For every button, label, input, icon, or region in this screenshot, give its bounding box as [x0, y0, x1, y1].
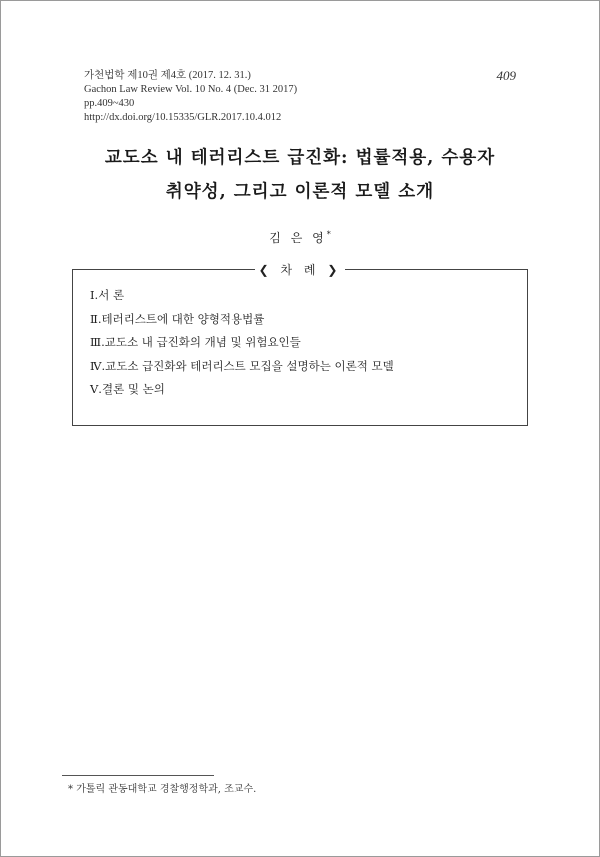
page-range: pp.409~430: [84, 98, 135, 109]
toc-item[interactable]: [90, 378, 394, 402]
footnote-text: 가톨릭 관동대학교 경찰행정학과, 조교수.: [76, 784, 257, 795]
journal-name-korean: 가천법학 제10권 제4호 (2017. 12. 31.): [84, 70, 251, 81]
toc-left-arrow-icon: ❮: [258, 263, 273, 277]
footnote: [68, 780, 256, 795]
paper-title-line-2: 취약성, 그리고 이론적 모델 소개: [165, 182, 435, 202]
toc-item-number: Ⅳ.: [90, 358, 106, 373]
author: [0, 229, 600, 246]
toc-item-text: 테러리스트에 대한 양형적용법률: [101, 311, 265, 326]
author-name: 김 은 영: [269, 231, 327, 245]
toc-item[interactable]: [90, 331, 394, 355]
toc-list: [90, 284, 394, 402]
toc-right-arrow-icon: ❯: [327, 263, 342, 277]
toc-item-text: 교도소 급진화와 테러리스트 모집을 설명하는 이론적 모델: [105, 358, 394, 373]
toc-item[interactable]: [90, 308, 394, 332]
toc-item[interactable]: [90, 355, 394, 379]
toc-heading: [0, 261, 600, 278]
toc-item[interactable]: [90, 284, 394, 308]
toc-item-text: 교도소 내 급진화의 개념 및 위험요인들: [104, 335, 301, 349]
page-number: 409: [496, 68, 516, 83]
author-footnote-mark[interactable]: *: [326, 230, 331, 239]
toc-item-number: Ⅰ.: [90, 288, 99, 302]
toc-item-number: Ⅱ.: [90, 311, 102, 326]
doi-link[interactable]: http://dx.doi.org/10.15335/GLR.2017.10.4.012: [84, 112, 282, 123]
footnote-divider: [62, 775, 214, 776]
toc-label: 차 례: [280, 263, 320, 277]
toc-item-text: 결론 및 논의: [101, 382, 165, 396]
journal-name-english: Gachon Law Review Vol. 10 No. 4 (Dec. 31 2017): [84, 84, 298, 95]
toc-item-number: Ⅲ.: [90, 335, 105, 349]
paper-title-line-1: 교도소 내 테러리스트 급진화: 법률적용, 수용자: [104, 148, 496, 168]
journal-header: [84, 69, 297, 125]
toc-item-text: 서 론: [98, 288, 125, 302]
toc-item-number: Ⅴ.: [90, 382, 102, 396]
footnote-mark: *: [68, 784, 73, 795]
